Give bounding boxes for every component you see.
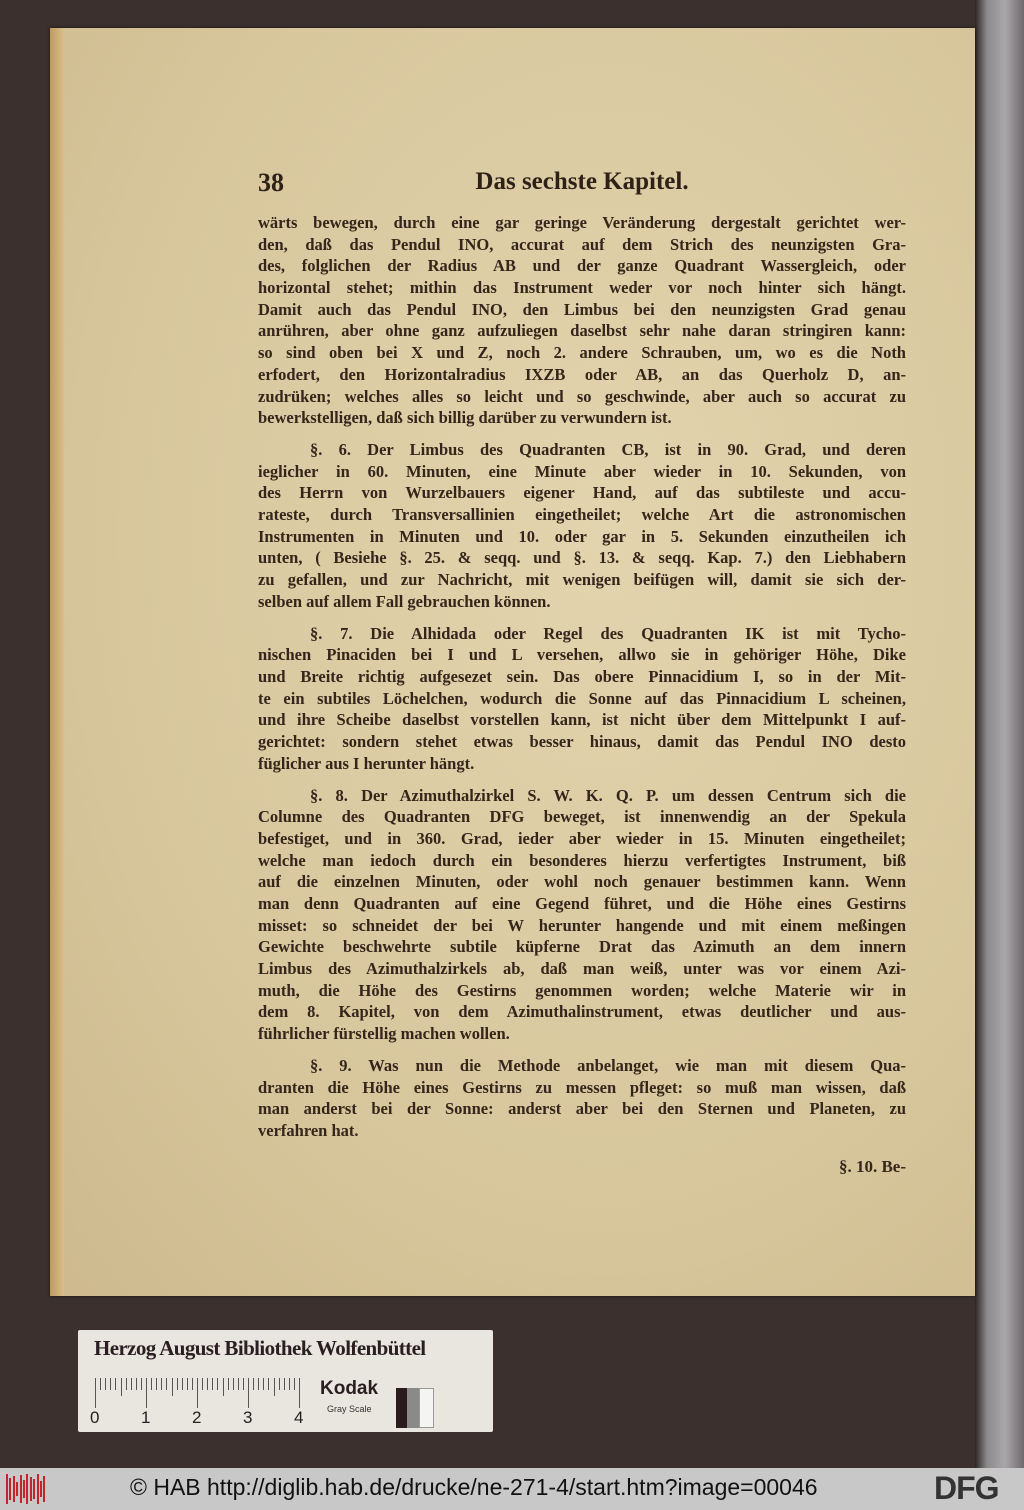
text-line: auf die einzelnen Minuten, oder wohl noch genauer bestimmen kann. Wenn [258,872,906,892]
gray-swatch-black [396,1388,407,1428]
text-line: erfodert, den Horizontalradius IXZB oder AB, an das Querholz D, an- [258,364,906,384]
logo-bar [13,1476,15,1502]
hab-logo-icon [6,1474,48,1504]
text-line: misset: so schneidet der bei W herunter hangende und mit einem meßingen [258,915,906,935]
ruler-tick [131,1378,132,1390]
text-line: anrühren, aber ohne ganz aufzuliegen daselbst sehr nahe daran stringiren kann: [258,321,906,341]
text-line: so sind oben bei X und Z, noch 2. andere Schrauben, um, wo es die Noth [258,343,906,363]
text-line: §. 9. Was nun die Methode anbelanget, wie man mit diesem Qua- [310,1055,906,1075]
ruler-tick [279,1378,280,1390]
ruler-tick [253,1378,254,1390]
ruler-tick [289,1378,290,1390]
text-line: §. 8. Der Azimuthalzirkel S. W. K. Q. P. um dessen Centrum sich die [310,785,906,805]
ruler-number: 2 [192,1408,202,1427]
ruler-number: 1 [141,1408,151,1427]
ruler-tick [95,1378,96,1408]
text-line: des, folglichen der Radius AB und der ganze Quadrant Wassergleich, oder [258,256,906,276]
ruler-tick [177,1378,178,1390]
ruler-tick [207,1378,208,1390]
logo-bar [6,1474,8,1504]
ruler-tick [228,1378,229,1390]
running-head [258,168,906,198]
ruler-number: 3 [243,1408,253,1427]
text-line: nischen Pinaciden bei I und L versehen, allwo sie in gehöriger Höhe, Dike [258,645,906,665]
text-line: muth, die Höhe des Gestirns genommen worden; welche Materie wir in [258,980,906,1000]
footer-bar [0,1468,1024,1510]
text-line: verfahren hat. [258,1120,359,1140]
text-line: horizontal stehet; mithin das Instrument weder vor noch hinter sich hängt. [258,278,906,298]
ruler-tick [161,1378,162,1390]
text-line: te ein subtiles Löchelchen, wodurch die Sonne auf das Pinnacidium L scheinen, [258,688,906,708]
paragraph [258,785,906,1045]
logo-bar [40,1481,42,1497]
ruler-tick [197,1378,198,1408]
gray-scale-label: Gray Scale [327,1404,372,1414]
ruler-tick [202,1378,203,1390]
text-line: dranten die Höhe eines Gestirns zu messen pfleget: so muß man wissen, daß [258,1077,906,1097]
text-line: Gewichte beschwehrte subtile küpferne Drat das Azimuth an dem innern [258,937,906,957]
ruler-tick [294,1378,295,1390]
text-line: wärts bewegen, durch eine gar geringe Veränderung dergestalt gerichtet wer- [258,213,906,232]
logo-bar [9,1478,11,1500]
page-number: 38 [258,168,284,197]
logo-bar [16,1482,18,1496]
paragraph [258,439,906,613]
kodak-logo: Kodak [320,1378,379,1399]
ruler-tick [121,1378,122,1396]
ruler-tick [105,1378,106,1390]
ruler-tick [182,1378,183,1390]
ruler-tick [110,1378,111,1390]
library-name: Herzog August Bibliothek Wolfenbüttel [94,1336,426,1360]
ruler-tick [248,1378,249,1408]
text-line: ieglicher in 60. Minuten, eine Minute aber wieder in 10. Sekunden, von [258,461,906,481]
ruler-tick [156,1378,157,1390]
ruler-tick [166,1378,167,1390]
paragraph [258,212,906,429]
text-line: zu gefallen, und zur Nachricht, mit wenigen beifügen will, damit sie sich der- [258,570,906,590]
gray-swatch-mid [407,1388,419,1428]
ruler-tick [151,1378,152,1390]
text-line: führlicher fürstellig machen wollen. [258,1024,510,1044]
ruler-number: 4 [294,1408,304,1427]
logo-bar [26,1474,28,1504]
ruler-tick [223,1378,224,1396]
ruler [95,1378,305,1408]
text-line: Limbus des Azimuthalzirkels ab, daß man weiß, unter was vor einem Azi- [258,959,906,978]
text-line: selben auf allem Fall gebrauchen können. [258,591,551,611]
text-line: dem 8. Kapitel, von dem Azimuthalinstrument, etwas deutlicher und aus- [258,1002,906,1022]
ruler-tick [146,1378,147,1408]
ruler-tick [299,1378,300,1408]
text-line: füglicher aus I herunter hängt. [258,753,475,773]
logo-bar [20,1475,22,1503]
text-line: und Breite richtig aufgesezet sein. Das obere Pinnacidium I, so in der Mit- [258,666,906,686]
text-line: gerichtet: sondern stehet etwas besser hinaus, damit das Pendul INO desto [258,732,906,752]
text-line: unten, ( Besiehe §. 25. & seqq. und §. 13. & seqq. Kap. 7.) den Liebhabern [258,548,906,568]
ruler-tick [115,1378,116,1390]
ruler-tick [100,1378,101,1390]
text-line: des Herrn von Wurzelbauers eigener Hand, auf das subtileste und accu- [258,483,906,503]
source-link[interactable]: © HAB http://diglib.hab.de/drucke/ne-271-4/start.htm?image=00046 [130,1474,818,1500]
text-line: zudrüken; welches alles so leicht und so geschwinde, aber auch so accurat zu [258,386,906,406]
paragraph [258,1055,906,1142]
text-line: man denn Quadranten auf eine Gegend führet, und die Höhe eines Gestirns [258,893,906,913]
scanner-edge [975,0,1024,1468]
ruler-tick [192,1378,193,1390]
logo-bar [23,1480,25,1498]
ruler-tick [136,1378,137,1390]
ruler-tick [172,1378,173,1396]
text-line: rateste, durch Transversallinien eingetheilet; welche Art die astronomischen [258,505,906,525]
ruler-tick [258,1378,259,1390]
ruler-tick [212,1378,213,1390]
ruler-tick [126,1378,127,1390]
ruler-tick [141,1378,142,1390]
text-line: welche man iedoch durch ein besonderes hierzu verfertigtes Instrument, biß [258,850,906,870]
text-line: Instrumenten in Minuten und 10. oder gar in 5. Sekunden einzutheilen ich [258,526,906,546]
catchword: §. 10. Be- [838,1157,906,1176]
ruler-tick [268,1378,269,1390]
ruler-tick [274,1378,275,1396]
logo-bar [37,1474,39,1504]
text-line: bewerkstelligen, daß sich billig darüber zu verwundern ist. [258,408,672,428]
ruler-tick [187,1378,188,1390]
text-line: §. 6. Der Limbus des Quadranten CB, ist in 90. Grad, und deren [310,440,906,459]
ruler-tick [243,1378,244,1390]
ruler-tick [217,1378,218,1390]
text-line: und ihre Scheibe daselbst vorstellen kann, ist nicht über dem Mittelpunkt I auf- [258,710,906,730]
paragraph [258,623,906,775]
ruler-tick [284,1378,285,1390]
ruler-number: 0 [90,1408,100,1427]
dfg-logo: DFG [934,1470,999,1506]
ruler-tick [233,1378,234,1390]
text-line: man anderst bei der Sonne: anderst aber bei den Sternen und Planeten, zu [258,1099,906,1119]
logo-bar [33,1479,35,1499]
text-line: Columne des Quadranten DFG beweget, ist innenwendig an der Spekula [258,807,906,827]
logo-bar [30,1477,32,1501]
ruler-tick [263,1378,264,1390]
chapter-title: Das sechste Kapitel. [475,168,689,195]
text-line: befestiget, und in 360. Grad, ieder aber wieder in 15. Minuten eingetheilet; [258,828,906,848]
text-line: §. 7. Die Alhidada oder Regel des Quadranten IK ist mit Tycho- [310,623,906,643]
text-line: den, daß das Pendul INO, accurat auf dem Strich des neunzigsten Gra- [258,234,906,254]
logo-bar [43,1476,45,1502]
calibration-card [78,1330,493,1432]
gray-swatch-white [419,1388,434,1428]
text-line: Damit auch das Pendul INO, den Limbus bei den neunzigsten Grad genau [258,299,906,319]
page-edge [50,28,64,1296]
ruler-tick [238,1378,239,1390]
